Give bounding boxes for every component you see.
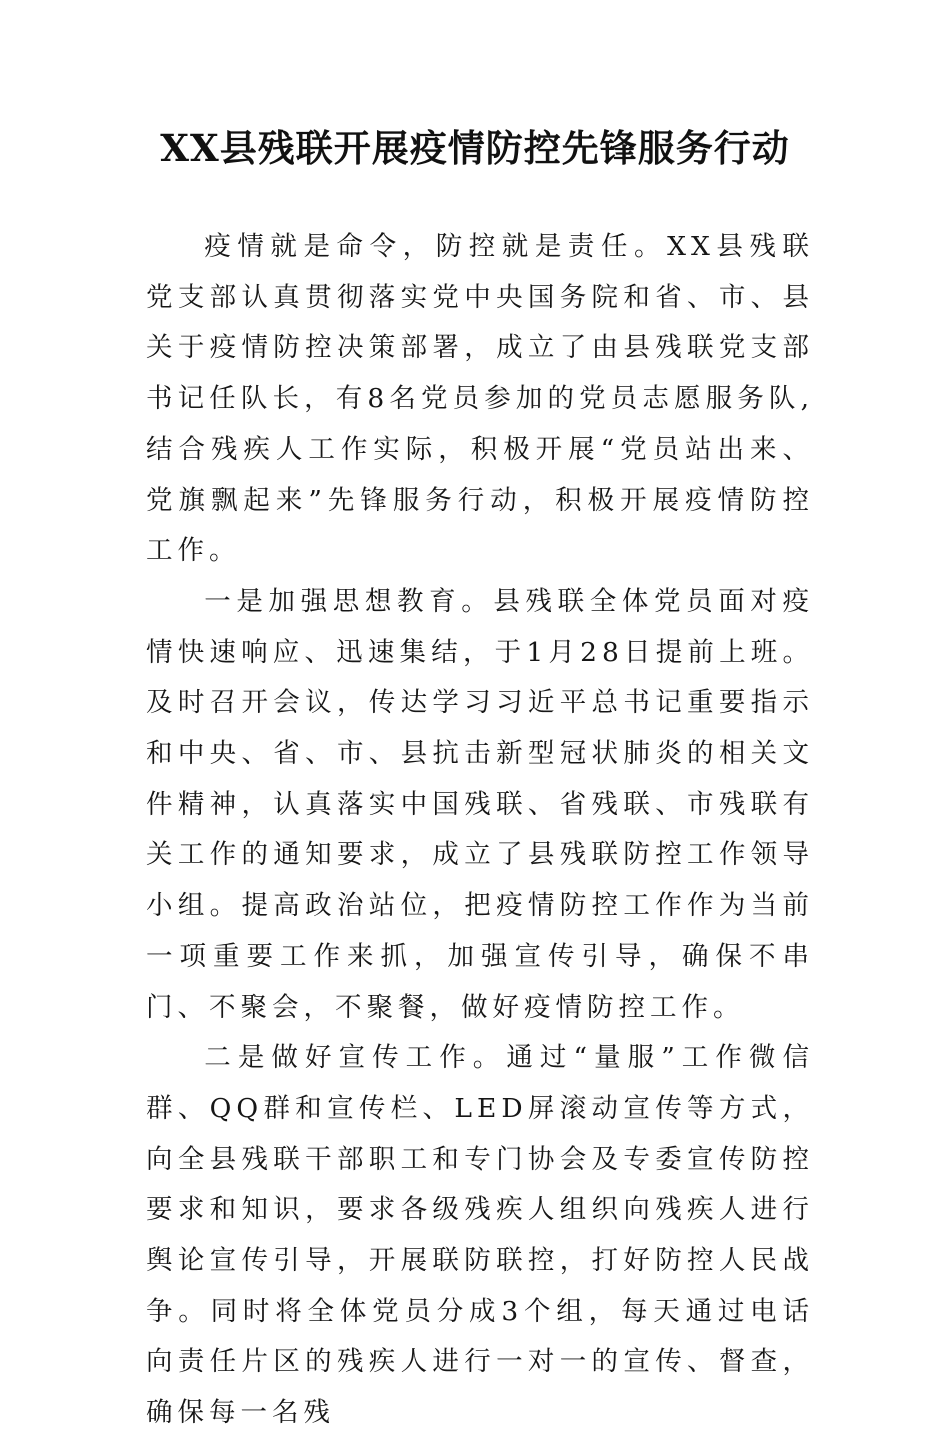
paragraph-thought-education: 一是加强思想教育。县残联全体党员面对疫情快速响应、迅速集结，于1月28日提前上班。及时召开会议，传达学习习近平总书记重要指示和中央、省、市、县抗击新型冠状肺炎的相关文件精神，认真落实中国残联、省残联、市残联有关工作的通知要求，成立了县残联防控工作领导小组。提高政治站位，把疫情防控工作作为当前一项重要工作来抓，加强宣传引导，确保不串门、不聚会，不聚餐，做好疫情防控工作。 bbox=[146, 585, 814, 1023]
document-title: XX县残联开展疫情防控先锋服务行动 bbox=[160, 126, 790, 170]
paragraph-publicity-work: 二是做好宣传工作。通过“量服”工作微信群、QQ群和宣传栏、LED屏滚动宣传等方式，向全县残联干部职工和专门协会及专委宣传防控要求和知识，要求各级残疾人组织向残疾人进行舆论宣传引导，开展联防联控，打好防控人民战争。同时将全体党员分成3个组，每天通过电话向责任片区的残疾人进行一对一的宣传、督查，确保每一名残 bbox=[146, 1042, 814, 1429]
document-body bbox=[146, 222, 814, 1439]
paragraph-intro: 疫情就是命令，防控就是责任。XX县残联党支部认真贯彻落实党中央国务院和省、市、县关于疫情防控决策部署，成立了由县残联党支部书记任队长，有8名党员参加的党员志愿服务队,结合残疾人工作实际，积极开展“党员站出来、党旗飘起来”先锋服务行动，积极开展疫情防控工作。 bbox=[146, 231, 814, 567]
